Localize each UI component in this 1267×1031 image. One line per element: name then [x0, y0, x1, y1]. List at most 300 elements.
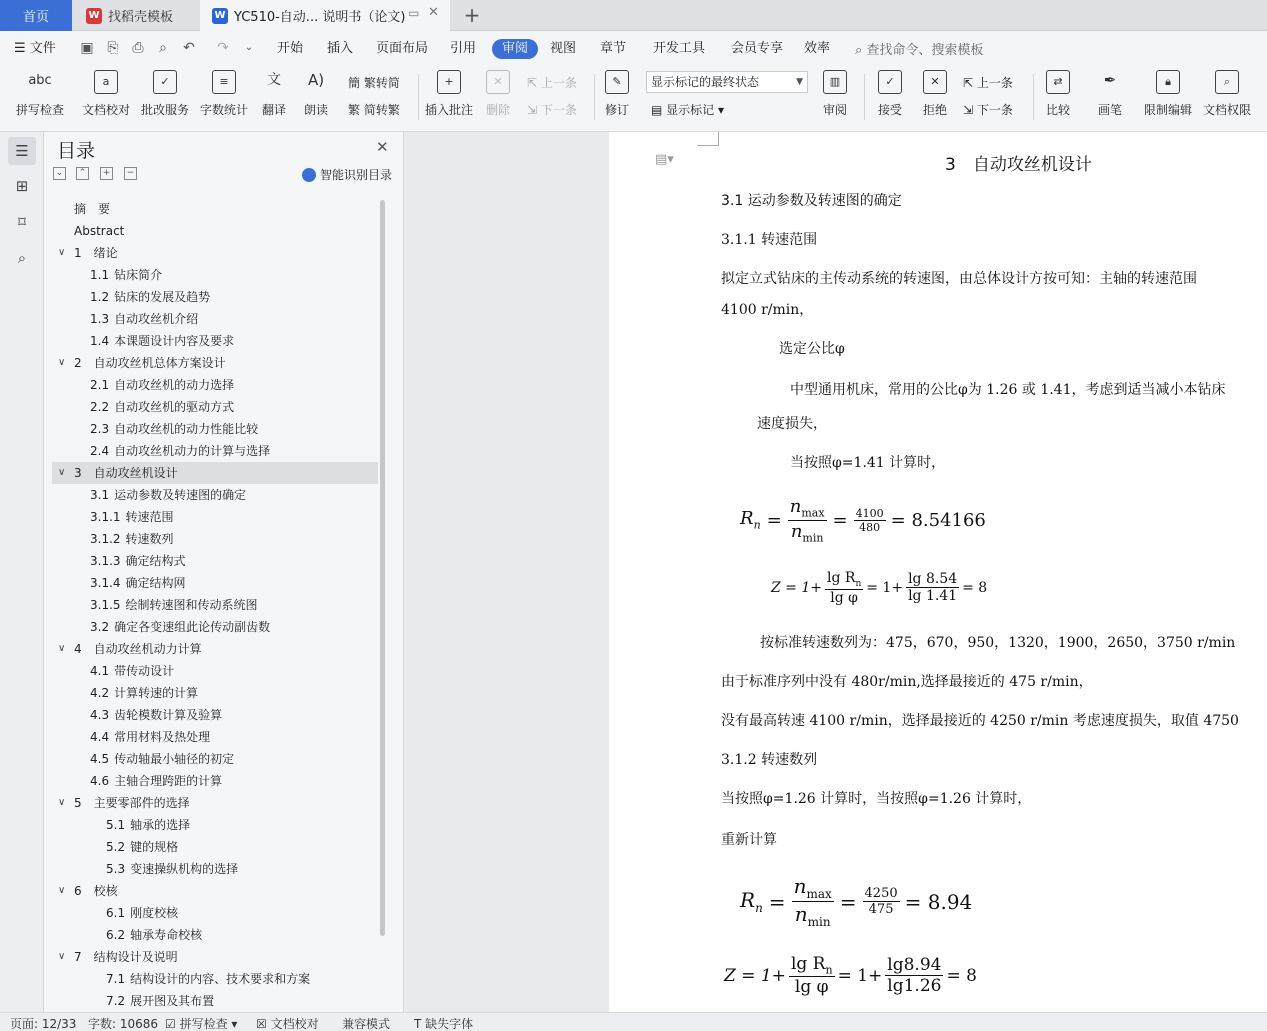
toc-item-label: 本课题设计内容及要求 [114, 334, 235, 348]
pen-button[interactable] [1092, 70, 1128, 122]
smart-toc-label: 智能识别目录 [320, 168, 393, 182]
section-heading-3-1: 3.1 运动参数及转速图的确定 [721, 193, 902, 209]
toc-item-label: 齿轮模数计算及验算 [114, 708, 223, 722]
eq-lhs-sub: n [753, 518, 761, 532]
show-markup-button[interactable]: ▤ 显示标记 ▾ [651, 103, 725, 117]
section-heading-3-1-2: 3.1.2 转速数列 [721, 752, 818, 768]
toc-item[interactable] [52, 396, 378, 418]
toc-item-label: 自动攻丝机的驱动方式 [114, 400, 235, 414]
spell-check-button[interactable] [10, 70, 70, 122]
toc-item[interactable] [52, 616, 378, 638]
toc-item[interactable] [52, 858, 378, 880]
toc-item[interactable] [52, 374, 378, 396]
eq-fnum: lg8.94 [887, 955, 942, 976]
file-menu[interactable] [14, 39, 56, 59]
toc-item-label: Abstract [74, 224, 125, 238]
toc-item-label: 传动轴最小轴径的初定 [114, 752, 235, 766]
toc-item-number: 4.2 [90, 686, 110, 700]
ribbon-separator [418, 74, 419, 120]
toc-item-number: 2.2 [90, 400, 110, 414]
toc-item-label: 轴承寿命校核 [130, 928, 203, 942]
font-icon: T [414, 1017, 422, 1031]
toc-pane [44, 132, 404, 1012]
toc-item-number: 1.1 [90, 268, 110, 282]
toc-item-number: 3.1 [90, 488, 110, 502]
tab-document-label: YC510-自动... 说明书（论文) [234, 10, 406, 25]
menu-view[interactable]: 视图 [550, 41, 577, 56]
eq-mid: = 1+ [837, 965, 883, 986]
compare-label: 比较 [1045, 103, 1070, 117]
word-count-indicator[interactable]: 字数: 10686 [88, 1017, 159, 1031]
page-options-icon[interactable]: ▤▾ [655, 152, 674, 167]
toc-item[interactable] [52, 682, 378, 704]
toc-item-label: 运动参数及转速图的确定 [114, 488, 247, 502]
toc-item-number: 3.1.1 [90, 510, 121, 524]
correct-service-label: 批改服务 [140, 103, 189, 117]
toc-item[interactable] [52, 924, 378, 946]
delete-comment-label: 删除 [485, 103, 510, 117]
toc-item[interactable] [52, 484, 378, 506]
doc-check-status[interactable] [256, 1015, 319, 1031]
search-icon[interactable]: ⌕ [17, 249, 27, 267]
menu-start[interactable]: 开始 [277, 41, 304, 56]
eq-mid: = 1+ [866, 579, 904, 596]
toc-item-label: 自动攻丝机总体方案设计 [93, 356, 226, 370]
toc-item-number: 5.3 [106, 862, 126, 876]
equation-z-2 [724, 954, 977, 997]
next-comment-icon: ⇲ [527, 103, 538, 117]
simp-to-trad-icon: 繁 [348, 103, 361, 117]
doc-check-icon: a [94, 70, 118, 94]
prev-comment-icon: ⇱ [527, 76, 538, 90]
toc-item-label: 键的规格 [130, 840, 179, 854]
track-changes-button[interactable] [598, 70, 636, 122]
translate-button[interactable] [256, 70, 292, 122]
tab-bar [0, 0, 1267, 31]
chapter-nav-icon[interactable]: ⊞ [15, 177, 29, 195]
smart-toc-button[interactable] [302, 166, 392, 183]
eq-lhs: Z = 1+ [771, 579, 822, 596]
toc-item[interactable] [52, 528, 378, 550]
toc-item-label: 刚度校核 [130, 906, 179, 920]
toc-item-number: 7.1 [106, 972, 126, 986]
toc-item[interactable] [52, 264, 378, 286]
toc-item-label: 主轴合理跨距的计算 [114, 774, 223, 788]
restrict-edit-button[interactable] [1141, 70, 1195, 122]
toc-item[interactable] [52, 286, 378, 308]
toc-item-number: 5.2 [106, 840, 126, 854]
compare-button[interactable] [1038, 70, 1078, 122]
collapse-all-icon[interactable]: ⌄ [53, 167, 66, 180]
ribbon-separator [594, 74, 595, 120]
toc-item-label: 转速范围 [125, 510, 174, 524]
paragraph: 中型通用机床，常用的公比φ为 1.26 或 1.41，考虑到适当减小本钻床 [790, 382, 1226, 398]
toc-list [52, 198, 378, 1012]
chevron-down-icon[interactable]: ∨ [58, 885, 66, 896]
menu-member[interactable]: 会员专享 [731, 41, 784, 56]
toc-item-number: 4.6 [90, 774, 110, 788]
insert-comment-button[interactable] [422, 70, 476, 122]
spell-check-icon: abc [28, 73, 52, 88]
toc-item[interactable] [52, 990, 378, 1012]
markup-state-select[interactable] [646, 71, 808, 93]
toc-item[interactable] [52, 418, 378, 440]
lock-icon: 🔒︎ [1156, 70, 1180, 94]
correct-service-icon: ✓ [153, 70, 177, 94]
toc-item[interactable] [52, 462, 378, 484]
next-comment-label: 下一条 [540, 103, 577, 117]
word-count-icon: ≡ [212, 70, 236, 94]
tab-document[interactable] [200, 0, 450, 31]
toc-item-number: 3.1.3 [90, 554, 121, 568]
toc-item[interactable] [52, 770, 378, 792]
command-search[interactable] [855, 39, 983, 58]
close-tab-icon[interactable]: ✕ [428, 5, 439, 20]
chevron-down-icon[interactable]: ∨ [58, 797, 66, 808]
chevron-down-icon[interactable]: ∨ [58, 357, 66, 368]
chevron-down-icon[interactable]: ∨ [58, 643, 66, 654]
paragraph: 重新计算 [721, 832, 777, 848]
doc-permission-button[interactable] [1200, 70, 1254, 122]
paragraph: 当按照φ=1.41 计算时， [790, 455, 946, 471]
status-bar [0, 1012, 1267, 1031]
eq-num-sub: n [825, 963, 833, 977]
translate-label: 翻译 [261, 103, 286, 117]
correct-service-button[interactable] [139, 70, 191, 122]
read-aloud-label: 朗读 [303, 103, 328, 117]
eq-fden: 480 [859, 520, 881, 534]
menu-page-layout[interactable]: 页面布局 [376, 41, 429, 56]
spell-check-status[interactable]: ☑ 拼写检查 ▾ [165, 1017, 238, 1031]
toc-item-label: 确定结构式 [125, 554, 186, 568]
print-preview-icon[interactable]: ⌕ [159, 40, 167, 56]
menu-efficiency[interactable]: 效率 [804, 41, 831, 56]
toc-item-number: 6 [74, 884, 82, 898]
smart-toc-icon [302, 168, 316, 182]
menu-reference[interactable]: 引用 [450, 41, 477, 56]
toc-scrollbar[interactable] [380, 200, 385, 936]
chevron-down-icon[interactable]: ∨ [58, 951, 66, 962]
toc-item[interactable] [52, 198, 378, 220]
toc-item[interactable] [52, 308, 378, 330]
spell-check-status-label: 拼写检查 [179, 1017, 228, 1031]
review-pane-label: 审阅 [822, 103, 847, 117]
redo-icon[interactable]: ↷ [217, 40, 229, 56]
page-corner-mark [697, 132, 719, 146]
eq-den: n [790, 520, 803, 542]
toc-item[interactable] [52, 660, 378, 682]
prev-comment-button[interactable] [527, 74, 577, 91]
eq-fnum: lg 8.54 [908, 571, 958, 588]
trad-to-simp-icon: 簡 [348, 76, 361, 90]
bookmark-icon[interactable]: ⌑ [18, 213, 26, 231]
toc-item-label: 结构设计的内容、技术要求和方案 [130, 972, 311, 986]
missing-font-label: 缺失字体 [425, 1017, 474, 1031]
toc-title: 目录 [57, 140, 96, 162]
toc-item[interactable] [52, 814, 378, 836]
paragraph: 选定公比φ [779, 341, 845, 357]
toc-item[interactable] [52, 220, 378, 242]
next-comment-button[interactable] [527, 101, 577, 118]
pen-icon: ✒ [1103, 71, 1117, 89]
paragraph: 没有最高转速 4100 r/min，选择最接近的 4250 r/min 考虑速度损失，取值 4750 [721, 713, 1239, 729]
show-markup-label: 显示标记 [666, 103, 715, 117]
toc-item-number: 1.2 [90, 290, 110, 304]
next-change-button[interactable] [963, 101, 1013, 118]
eq-fnum: 4250 [864, 886, 898, 901]
toc-item[interactable] [52, 352, 378, 374]
doc-check-button[interactable] [80, 70, 132, 122]
toc-item[interactable] [52, 330, 378, 352]
page-indicator[interactable]: 页面: 12/33 [10, 1017, 77, 1031]
chevron-down-icon: ▼ [796, 77, 803, 87]
toc-item-label: 自动攻丝机介绍 [114, 312, 199, 326]
compat-mode-status: 兼容模式 [342, 1017, 391, 1031]
toc-item[interactable] [52, 968, 378, 990]
ribbon-separator [864, 74, 865, 120]
eq-lhs: R [740, 888, 756, 912]
eq-result: = 8 [946, 965, 977, 986]
eq-den-sub: min [807, 915, 831, 929]
reject-button[interactable] [915, 70, 955, 122]
toc-item-number: 6.1 [106, 906, 126, 920]
toc-item-label: 轴承的选择 [130, 818, 191, 832]
eq-num-sub: max [801, 506, 825, 520]
toc-item[interactable] [52, 726, 378, 748]
simp-to-trad-label: 简转繁 [363, 103, 400, 117]
export-pdf-icon[interactable]: ⎘ [107, 40, 119, 56]
paragraph: 当按照φ=1.26 计算时，当按照φ=1.26 计算时， [721, 791, 1032, 807]
equation-z-1 [771, 570, 987, 606]
doc-check-label: 文档校对 [81, 103, 130, 117]
toc-icon[interactable]: ☰ [8, 137, 36, 165]
toc-item-number: 4.4 [90, 730, 110, 744]
eq-num-sub: n [855, 578, 862, 589]
toc-item[interactable] [52, 836, 378, 858]
toc-item[interactable] [52, 638, 378, 660]
toc-item-number: 3 [74, 466, 82, 480]
read-aloud-icon: A) [307, 71, 325, 89]
eq-fden: 475 [868, 902, 894, 917]
remove-heading-icon[interactable]: − [124, 167, 137, 180]
compare-icon: ⇄ [1046, 70, 1070, 94]
toc-item-label: 带传动设计 [114, 664, 175, 678]
eq-lhs-sub: n [755, 901, 763, 915]
equation-rn-1: $R_n$ = $\frac{n_{max}}{n_{min}}$ = $\frac{4100}{480}$ = 8.54166 [740, 496, 986, 545]
nav-rail [0, 132, 44, 1012]
eq-den: lg φ [830, 589, 858, 606]
toc-item[interactable] [52, 550, 378, 572]
delete-comment-button[interactable] [480, 70, 516, 122]
word-count-button[interactable] [198, 70, 250, 122]
simp-to-trad-button[interactable] [348, 101, 400, 118]
pen-label: 画笔 [1097, 103, 1122, 117]
toc-item[interactable] [52, 242, 378, 264]
doc-check-status-label: 文档校对 [270, 1017, 319, 1031]
customize-chevron-icon[interactable]: ⌄ [244, 42, 254, 53]
command-search-label: 查找命令、搜索模板 [866, 43, 984, 58]
accept-label: 接受 [877, 103, 902, 117]
toc-item[interactable] [52, 902, 378, 924]
toc-item-number: 5 [74, 796, 82, 810]
chapter-heading: 3 自动攻丝机设计 [945, 155, 1092, 175]
file-menu-label: 文件 [29, 41, 56, 56]
menu-review[interactable]: 审阅 [492, 39, 538, 59]
add-heading-icon[interactable]: + [100, 167, 113, 180]
toc-item-label: 自动攻丝机动力计算 [93, 642, 202, 656]
missing-font-status[interactable] [414, 1015, 473, 1031]
close-icon[interactable]: ✕ [376, 138, 389, 156]
menu-chapter[interactable]: 章节 [600, 41, 627, 56]
toc-item[interactable] [52, 748, 378, 770]
prev-comment-label: 上一条 [540, 76, 577, 90]
toc-item[interactable] [52, 792, 378, 814]
eq-fden: lg1.26 [887, 976, 942, 997]
ribbon-review [0, 66, 1267, 132]
toc-item[interactable] [52, 946, 378, 968]
toc-item[interactable] [52, 506, 378, 528]
save-icon[interactable]: ▣ [80, 40, 94, 56]
eq-num: lg R [790, 954, 826, 974]
document-area [404, 132, 1267, 1012]
prev-change-label: 上一条 [976, 76, 1013, 90]
trad-to-simp-label: 繁转简 [363, 76, 400, 90]
toc-item[interactable] [52, 440, 378, 462]
toc-item-label: 计算转速的计算 [114, 686, 199, 700]
toc-item-number: 1.3 [90, 312, 110, 326]
toc-item-number: 2.4 [90, 444, 110, 458]
tab-template-label: 找稻壳模板 [108, 10, 174, 25]
paragraph: 4100 r/min， [721, 302, 814, 318]
eq-num: n [789, 496, 802, 517]
toc-item-label: 展开图及其布置 [130, 994, 215, 1008]
toc-item-number: 4.5 [90, 752, 110, 766]
toc-item[interactable] [52, 572, 378, 594]
close-box-icon: ☒ [256, 1017, 267, 1031]
eq-fden: lg 1.41 [908, 588, 958, 605]
wps-logo-icon: W [86, 8, 102, 24]
paragraph: 拟定立式钻床的主传动系统的转速图，由总体设计方按可知：主轴的转速范围 [721, 271, 1197, 287]
menu-bar [0, 31, 1267, 66]
undo-icon[interactable]: ↶ [183, 40, 195, 56]
menu-developer[interactable]: 开发工具 [653, 41, 706, 56]
prev-change-icon: ⇱ [963, 76, 974, 90]
next-change-icon: ⇲ [963, 103, 974, 117]
toc-item-number: 6.2 [106, 928, 126, 942]
prev-change-button[interactable] [963, 74, 1013, 91]
eq-lhs: R [740, 508, 754, 530]
expand-up-icon[interactable]: ⌃ [76, 167, 89, 180]
menu-insert[interactable]: 插入 [327, 41, 354, 56]
document-page[interactable] [609, 132, 1267, 1012]
delete-comment-icon: ✕ [486, 70, 510, 94]
eq-result: = 8.54166 [890, 509, 986, 531]
checkbox-icon: ☑ [165, 1017, 176, 1031]
eq-num-sub: max [806, 887, 832, 901]
paragraph: 速度损失， [757, 416, 827, 432]
toc-item-number: 2.1 [90, 378, 110, 392]
toc-item-label: 自动攻丝机的动力性能比较 [114, 422, 259, 436]
toc-item-number: 4.1 [90, 664, 110, 678]
track-changes-label: 修订 [604, 103, 629, 117]
toc-item-label: 自动攻丝机动力的计算与选择 [114, 444, 271, 458]
toc-item-label: 校核 [93, 884, 118, 898]
toc-item-label: 绪论 [93, 246, 118, 260]
toc-item-label: 结构设计及说明 [93, 950, 178, 964]
chevron-down-icon[interactable]: ∨ [58, 467, 66, 478]
toc-item-number: 7 [74, 950, 82, 964]
toc-item-number: 1 [74, 246, 82, 260]
next-change-label: 下一条 [976, 103, 1013, 117]
toc-item-label: 变速操纵机构的选择 [130, 862, 239, 876]
show-markup-icon: ▤ [651, 103, 663, 117]
word-count-label: 字数统计 [199, 103, 248, 117]
toc-item-label: 摘 要 [74, 202, 111, 216]
toc-item-number: 2 [74, 356, 82, 370]
paragraph: 按标准转速数列为：475，670，950，1320，1900，2650，3750 r/min [760, 635, 1236, 651]
toc-item-number: 3.2 [90, 620, 110, 634]
toc-item-number: 2.3 [90, 422, 110, 436]
eq-num: lg R [827, 570, 856, 586]
eq-num: n [793, 874, 807, 898]
doc-permission-label: 文档权限 [1202, 103, 1251, 117]
section-heading-3-1-1: 3.1.1 转速范围 [721, 232, 818, 248]
monitor-icon[interactable]: ▭ [408, 6, 420, 20]
toc-item[interactable] [52, 880, 378, 902]
toc-item-number: 3.1.4 [90, 576, 121, 590]
tab-home[interactable] [0, 0, 72, 31]
toc-item-number: 7.2 [106, 994, 126, 1008]
toc-item-number: 3.1.5 [90, 598, 121, 612]
eq-den: lg φ [794, 977, 829, 998]
toc-item-number: 5.1 [106, 818, 126, 832]
hamburger-icon: ☰ [14, 41, 26, 56]
translate-icon: 文 [267, 72, 281, 88]
toc-item-number: 4.3 [90, 708, 110, 722]
equation-rn-2: $R_n$ = $\frac{n_{max}}{n_{min}}$ = $\frac{4250}{475}$ = 8.94 [740, 874, 973, 929]
toc-item-label: 确定结构网 [125, 576, 186, 590]
eq-den: n [794, 902, 808, 926]
trad-to-simp-button[interactable] [348, 74, 400, 91]
accept-button[interactable] [870, 70, 910, 122]
tab-template[interactable] [72, 0, 200, 31]
insert-comment-icon: + [437, 70, 461, 94]
toc-item-label: 常用材料及热处理 [114, 730, 211, 744]
toc-item[interactable] [52, 594, 378, 616]
eq-result: = 8 [962, 579, 988, 596]
read-aloud-button[interactable] [300, 70, 332, 122]
eq-fnum: 4100 [855, 506, 884, 520]
toc-item-label: 钻床简介 [114, 268, 163, 282]
paragraph: 由于标准序列中没有 480r/min,选择最接近的 475 r/min， [721, 674, 1093, 690]
accept-icon: ✓ [878, 70, 902, 94]
chevron-down-icon[interactable]: ∨ [58, 247, 66, 258]
print-icon[interactable]: ⎙ [132, 40, 144, 56]
toc-item[interactable] [52, 704, 378, 726]
markup-state-value: 显示标记的最终状态 [651, 75, 760, 89]
eq-den-sub: min [802, 531, 824, 545]
review-pane-icon: ▥ [823, 70, 847, 94]
reject-label: 拒绝 [922, 103, 947, 117]
review-pane-button[interactable] [815, 70, 855, 122]
tab-home-label: 首页 [22, 10, 49, 25]
toc-item-number: 3.1.2 [90, 532, 121, 546]
toc-item-label: 绘制转速图和传动系统图 [125, 598, 258, 612]
reject-icon: ✕ [923, 70, 947, 94]
eq-lhs: Z = 1+ [724, 965, 786, 986]
toc-item-label: 钻床的发展及趋势 [114, 290, 211, 304]
new-tab-button[interactable]: + [463, 3, 481, 27]
